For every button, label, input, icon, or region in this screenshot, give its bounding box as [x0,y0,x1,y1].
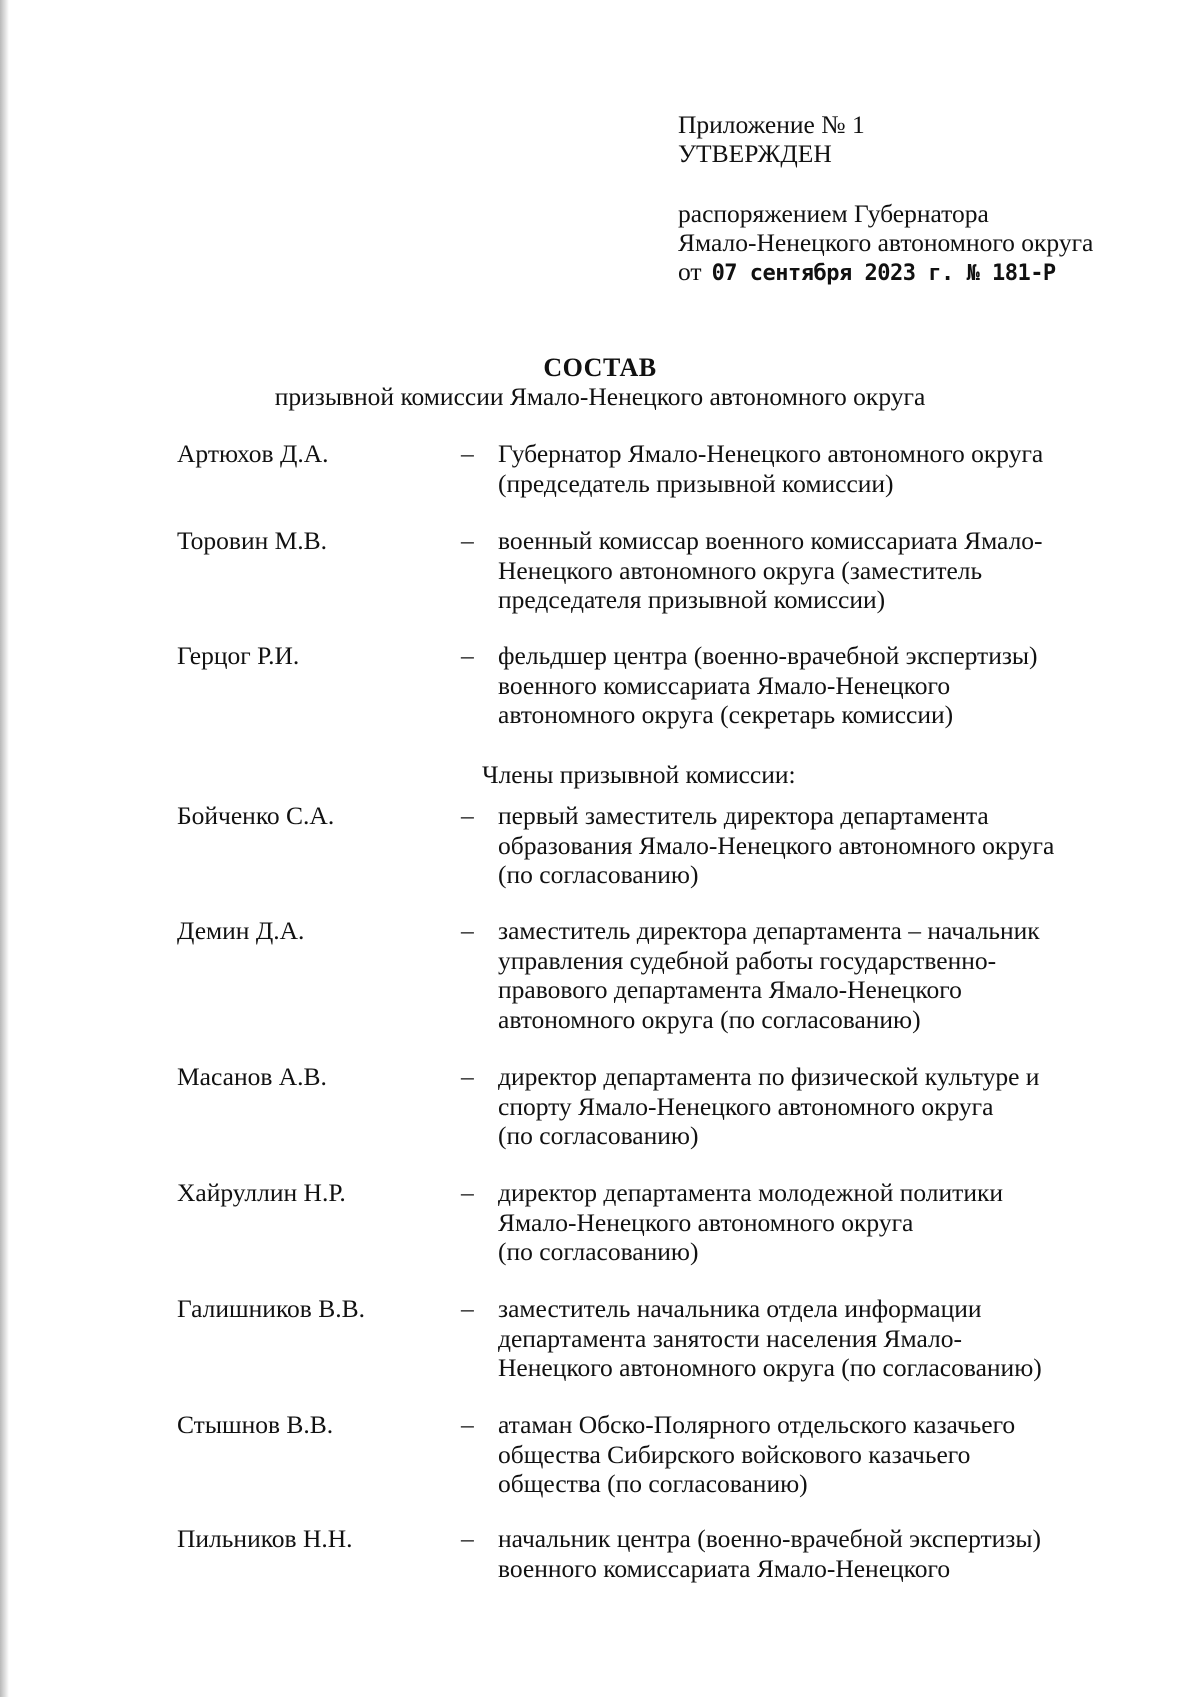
member-role [498,1178,1138,1267]
member-role [498,1524,1138,1583]
order-date-number: 07 сентября 2023 г. № 181-Р [711,261,1056,286]
role-line: директор департамента молодежной политики [498,1178,1003,1207]
member-name: Пильников Н.Н. [177,1524,353,1553]
role-line: военного комиссариата Ямало-Ненецкого [498,1553,951,1583]
role-line: образования Ямало-Ненецкого автономного округа [498,830,1055,860]
document-title: СОСТАВ [543,353,657,382]
member-name: Артюхов Д.А. [177,439,329,468]
role-line: начальник центра (военно-врачебной экспертизы) [498,1524,1042,1553]
order-date-line [678,257,1093,288]
role-line: Ненецкого автономного округа (заместитель [498,555,983,585]
role-line: правового департамента Ямало-Ненецкого [498,975,962,1004]
document-subtitle: призывной комиссии Ямало-Ненецкого автономного округа [274,382,926,411]
approved-label: УТВЕРЖДЕН [678,139,832,168]
role-line: общества Сибирского войскового казачьего [498,1439,971,1469]
role-line: департамента занятости населения Ямало- [498,1323,962,1353]
member-role [498,1294,1138,1383]
role-line: спорту Ямало-Ненецкого автономного округа [498,1091,994,1121]
role-line: (председатель призывной комиссии) [498,468,894,498]
member-name: Герцог Р.И. [177,641,300,670]
member-role [498,801,1138,890]
member-role [498,641,1138,730]
date-prefix: от [678,257,702,286]
role-line: (по согласованию) [498,1121,699,1150]
dash: – [461,801,474,830]
role-line: Ямало-Ненецкого автономного округа [498,1207,914,1237]
dash: – [461,1294,474,1323]
member-role [498,1062,1138,1151]
appendix-label: Приложение № 1 [678,110,865,139]
dash: – [461,526,474,555]
member-name: Бойченко С.А. [177,801,335,830]
order-line-1: распоряжением Губернатора [678,199,989,228]
member-role [498,439,1138,498]
scan-edge-shadow [0,0,9,1697]
role-line: Губернатор Ямало-Ненецкого автономного округа [498,439,1044,468]
order-line-2: Ямало-Ненецкого автономного округа [678,228,1094,257]
role-line: первый заместитель директора департамента [498,801,989,830]
dash: – [461,1524,474,1553]
dash: – [461,1178,474,1207]
member-name: Стышнов В.В. [177,1410,334,1439]
approval-block [678,110,1093,288]
member-name: Галишников В.В. [177,1294,365,1323]
member-name: Демин Д.А. [177,916,305,945]
member-name: Масанов А.В. [177,1062,327,1091]
role-line: атаман Обско-Полярного отдельского казачьего [498,1410,1016,1439]
member-role [498,916,1138,1034]
role-line: управления судебной работы государственно- [498,945,997,975]
role-line: (по согласованию) [498,1237,699,1266]
dash: – [461,1410,474,1439]
role-line: председателя призывной комиссии) [498,585,886,614]
role-line: фельдшер центра (военно-врачебной экспертизы) [498,641,1038,670]
role-line: директор департамента по физической культуре и [498,1062,1040,1091]
role-line: заместитель директора департамента – начальник [498,916,1040,945]
role-line: общества (по согласованию) [498,1469,808,1498]
dash: – [461,641,474,670]
member-role [498,526,1138,615]
dash: – [461,916,474,945]
members-heading: Члены призывной комиссии: [482,760,796,789]
dash: – [461,439,474,468]
role-line: военного комиссариата Ямало-Ненецкого [498,670,951,700]
role-line: заместитель начальника отдела информации [498,1294,982,1323]
member-role [498,1410,1138,1499]
role-line: автономного округа (по согласованию) [498,1004,921,1034]
role-line: военный комиссар военного комиссариата Ямало- [498,526,1043,555]
spacer [678,168,1093,199]
role-line: Ненецкого автономного округа (по согласованию) [498,1353,1042,1382]
member-name: Торовин М.В. [177,526,328,555]
dash: – [461,1062,474,1091]
role-line: автономного округа (секретарь комиссии) [498,700,954,729]
member-name: Хайруллин Н.Р. [177,1178,346,1207]
role-line: (по согласованию) [498,860,699,889]
